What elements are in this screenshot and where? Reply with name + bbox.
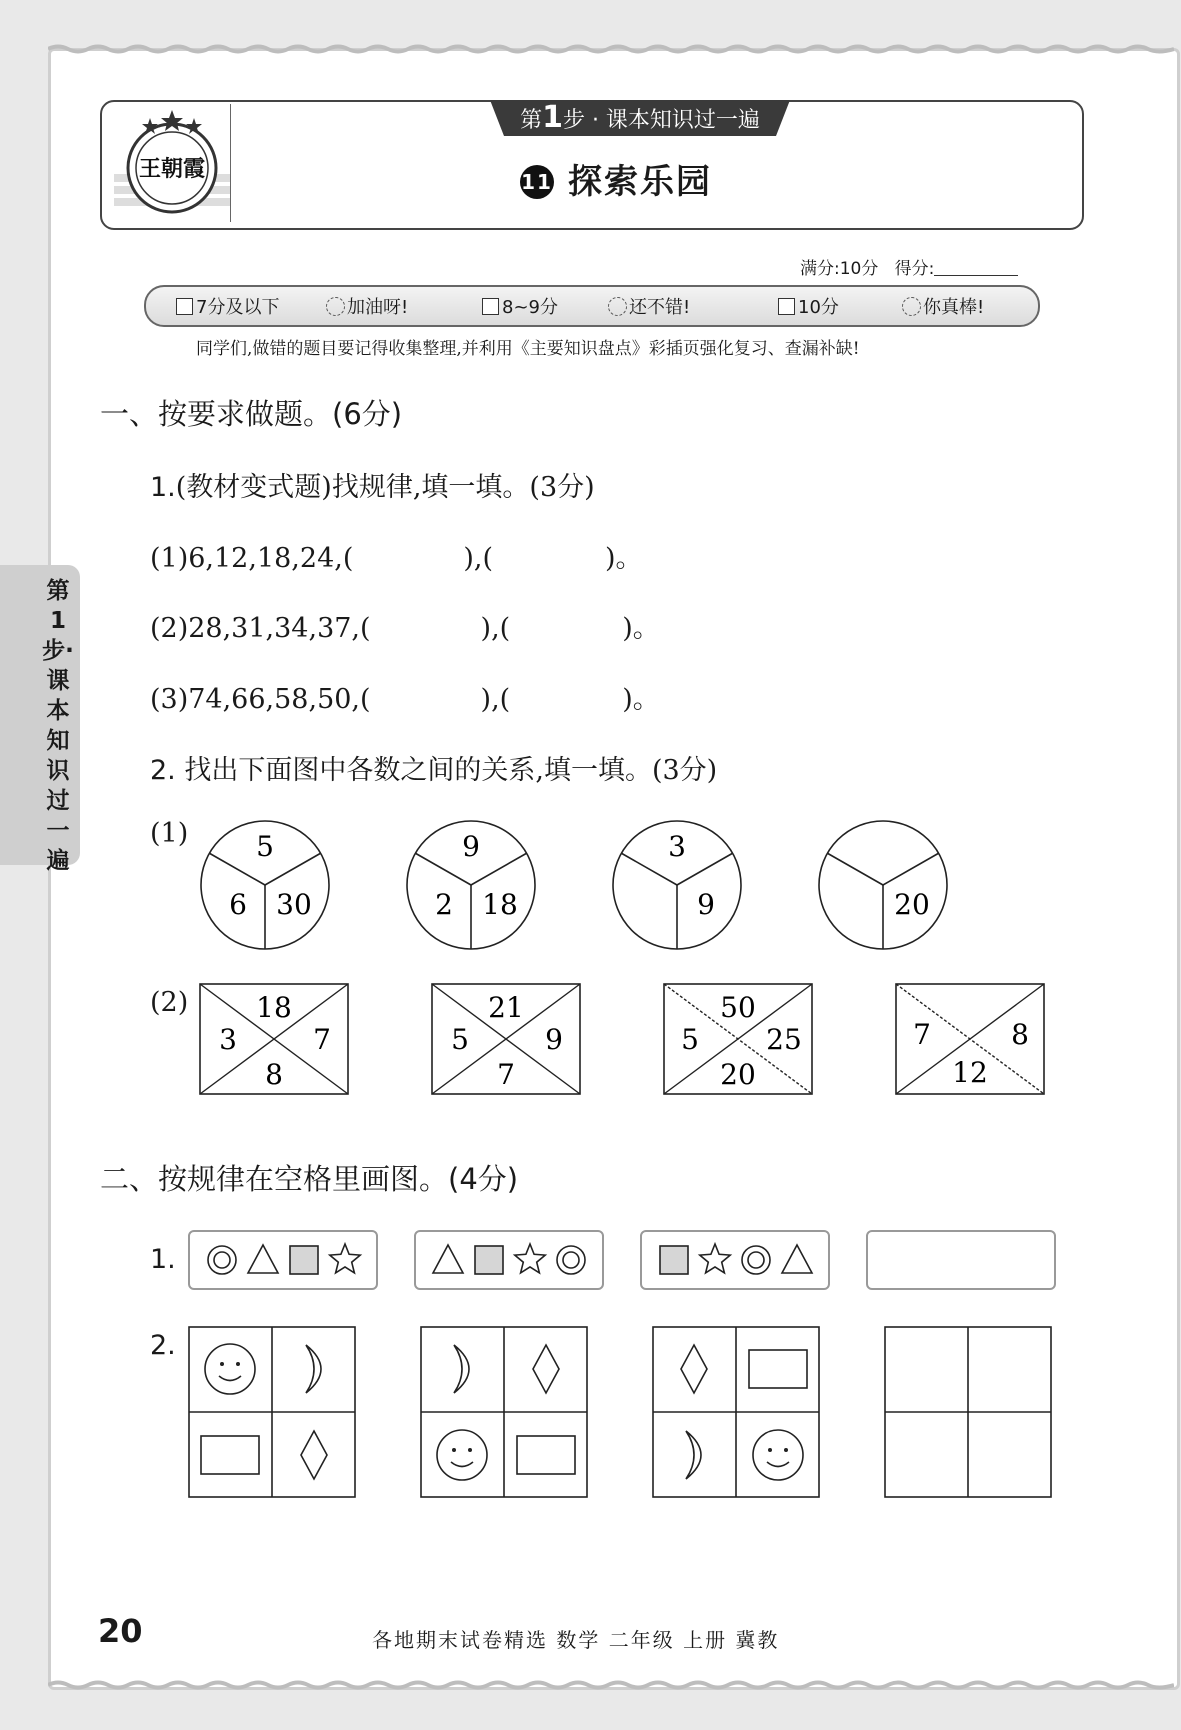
top-wave-border <box>48 44 1174 54</box>
rating-range-label: 8~9分 <box>502 297 558 318</box>
logo-text: 王朝霞 <box>138 156 206 182</box>
circle-diagram-4 <box>819 821 947 949</box>
step-number: 1 <box>542 100 563 135</box>
rating-checkbox[interactable] <box>176 298 193 315</box>
circle-top[interactable]: 5 <box>256 830 274 863</box>
s2-q1-label: 1. <box>150 1244 176 1275</box>
q2-text: 找出下面图中各数之间的关系,填一填。(3分) <box>184 755 718 786</box>
circle-right[interactable]: 18 <box>482 888 518 921</box>
crescent-moon-icon <box>306 1345 321 1393</box>
sequence-prefix: (1)6,12,18,24,( <box>150 543 354 574</box>
rating-range-3[interactable] <box>778 293 839 319</box>
sequence-mid: ),( <box>480 684 511 715</box>
section1-title: 一、按要求做题。(6分) <box>100 397 403 431</box>
q1-label: 1. <box>150 472 176 503</box>
circle-left[interactable]: 2 <box>435 888 453 921</box>
sequence-prefix: (2)28,31,34,37,( <box>150 613 371 644</box>
smiley-icon <box>326 297 345 316</box>
triangle-icon <box>433 1245 463 1273</box>
rating-checkbox[interactable] <box>778 298 795 315</box>
triangle-icon <box>248 1245 278 1273</box>
sequence-mid: ),( <box>463 543 494 574</box>
circle-diagrams <box>190 810 970 960</box>
q2-label: 2. <box>150 755 176 786</box>
star-icon <box>515 1244 545 1273</box>
rect-left[interactable]: 5 <box>681 1023 699 1056</box>
diamond-icon <box>301 1431 327 1479</box>
circle-left[interactable]: 6 <box>229 888 247 921</box>
circle-diagram-3 <box>613 821 741 949</box>
part2-label: (2) <box>150 987 189 1018</box>
footer-text: 各地期末试卷精选 数学 二年级 上册 冀教 <box>372 1628 780 1652</box>
rating-comment-text: 还不错! <box>629 297 691 318</box>
q1-text: (教材变式题)找规律,填一填。(3分) <box>175 472 595 503</box>
bottom-wave-border <box>48 1680 1174 1690</box>
double-circle-icon <box>557 1246 585 1274</box>
picture-grid <box>652 1326 820 1502</box>
lesson-title-text: 探索乐园 <box>568 162 712 202</box>
shape-sequence-box <box>640 1230 830 1290</box>
rect-top[interactable]: 21 <box>488 991 524 1024</box>
shape-sequence-svg <box>642 1232 828 1288</box>
rect-diagrams <box>196 980 1056 1100</box>
rating-range-label: 7分及以下 <box>196 297 280 318</box>
square-icon <box>475 1246 503 1274</box>
rect-right[interactable]: 9 <box>545 1023 563 1056</box>
rectangle-icon <box>749 1350 807 1388</box>
full-score: 满分:10分 <box>800 259 879 279</box>
page-number: 20 <box>98 1612 143 1650</box>
lesson-title <box>520 154 712 203</box>
circle-diagram-1 <box>201 821 329 949</box>
diamond-icon <box>681 1345 707 1393</box>
circle-right[interactable]: 9 <box>697 888 715 921</box>
rating-comment-text: 加油呀! <box>347 297 409 318</box>
rect-diagram-3 <box>664 984 812 1094</box>
rating-range-label: 10分 <box>798 297 839 318</box>
diamond-icon <box>533 1345 559 1393</box>
lesson-number: 11 <box>520 165 554 199</box>
square-icon <box>290 1246 318 1274</box>
rect-diagram-4 <box>896 984 1044 1094</box>
rating-comment-1 <box>326 293 408 319</box>
side-tab-text: 第1步·课本知识过一遍 <box>42 578 74 874</box>
rect-bottom[interactable]: 8 <box>265 1058 283 1091</box>
s2-q2-label: 2. <box>150 1330 176 1361</box>
step-suffix: 步 · 课本知识过一遍 <box>562 108 760 133</box>
smiley-icon <box>608 297 627 316</box>
rating-checkbox[interactable] <box>482 298 499 315</box>
q1-heading <box>150 465 595 504</box>
rect-bottom[interactable]: 12 <box>952 1056 988 1089</box>
sequence-end: )。 <box>605 543 643 574</box>
part1-label: (1) <box>150 818 189 849</box>
rect-right[interactable]: 25 <box>766 1023 802 1056</box>
score-blank[interactable] <box>934 259 1018 276</box>
rating-range-2[interactable] <box>482 293 558 319</box>
circle-right[interactable]: 20 <box>894 888 930 921</box>
sequence-end: )。 <box>622 684 660 715</box>
triangle-icon <box>782 1245 812 1273</box>
sequence-end: )。 <box>622 613 660 644</box>
rect-top[interactable]: 18 <box>256 991 292 1024</box>
picture-grid-svg <box>652 1326 820 1498</box>
circle-right[interactable]: 30 <box>276 888 312 921</box>
picture-grid <box>188 1326 356 1502</box>
sequence-row-3 <box>150 677 660 716</box>
crescent-moon-icon <box>686 1431 701 1479</box>
shape-sequence-svg <box>868 1232 1054 1288</box>
q2-heading <box>150 748 717 787</box>
picture-grid[interactable] <box>884 1326 1052 1502</box>
rect-left[interactable]: 5 <box>451 1023 469 1056</box>
sequence-mid: ),( <box>480 613 511 644</box>
step-prefix: 第 <box>520 108 543 133</box>
shape-sequence-box <box>188 1230 378 1290</box>
picture-grid-svg <box>884 1326 1052 1498</box>
picture-grid-svg <box>188 1326 356 1498</box>
circle-diagram-2 <box>407 821 535 949</box>
smiley-face-icon <box>753 1430 803 1480</box>
rectangle-icon <box>517 1436 575 1474</box>
got-score-label: 得分: <box>894 259 935 279</box>
rating-comment-text: 你真棒! <box>923 297 985 318</box>
double-circle-icon <box>208 1246 236 1274</box>
rect-diagram-1 <box>200 984 348 1094</box>
shape-sequence-svg <box>416 1232 602 1288</box>
rect-left[interactable]: 7 <box>913 1018 931 1051</box>
star-icon <box>700 1244 730 1273</box>
double-circle-icon <box>742 1246 770 1274</box>
rating-comment-3 <box>902 293 984 319</box>
rating-comment-2 <box>608 293 690 319</box>
picture-grid-svg <box>420 1326 588 1498</box>
rect-right[interactable]: 8 <box>1011 1018 1029 1051</box>
circle-top[interactable]: 3 <box>668 830 686 863</box>
sequence-row-1 <box>150 536 643 575</box>
sequence-row-2 <box>150 606 660 645</box>
step-tab <box>490 100 790 136</box>
star-icon <box>330 1244 360 1273</box>
square-icon <box>660 1246 688 1274</box>
rect-bottom[interactable]: 7 <box>497 1058 515 1091</box>
rect-diagram-2 <box>432 984 580 1094</box>
sequence-prefix: (3)74,66,58,50,( <box>150 684 371 715</box>
rectangle-icon <box>201 1436 259 1474</box>
circle-top[interactable]: 9 <box>462 830 480 863</box>
shape-sequence-box <box>414 1230 604 1290</box>
section2-title: 二、按规律在空格里画图。(4分) <box>100 1162 519 1196</box>
shape-sequence-svg <box>190 1232 376 1288</box>
picture-grid <box>420 1326 588 1502</box>
crescent-moon-icon <box>454 1345 469 1393</box>
score-line <box>800 254 1018 279</box>
rect-top[interactable]: 50 <box>720 991 756 1024</box>
rect-left[interactable]: 3 <box>219 1023 237 1056</box>
smiley-icon <box>902 297 921 316</box>
smiley-face-icon <box>437 1430 487 1480</box>
smiley-face-icon <box>205 1344 255 1394</box>
rating-range-1[interactable] <box>176 293 279 319</box>
rect-right[interactable]: 7 <box>313 1023 331 1056</box>
rect-bottom[interactable]: 20 <box>720 1058 756 1091</box>
study-note: 同学们,做错的题目要记得收集整理,并利用《主要知识盘点》彩插页强化复习、查漏补缺! <box>196 339 860 359</box>
shape-sequence-box[interactable] <box>866 1230 1056 1290</box>
header-divider <box>230 104 231 222</box>
logo-seal <box>110 104 234 222</box>
